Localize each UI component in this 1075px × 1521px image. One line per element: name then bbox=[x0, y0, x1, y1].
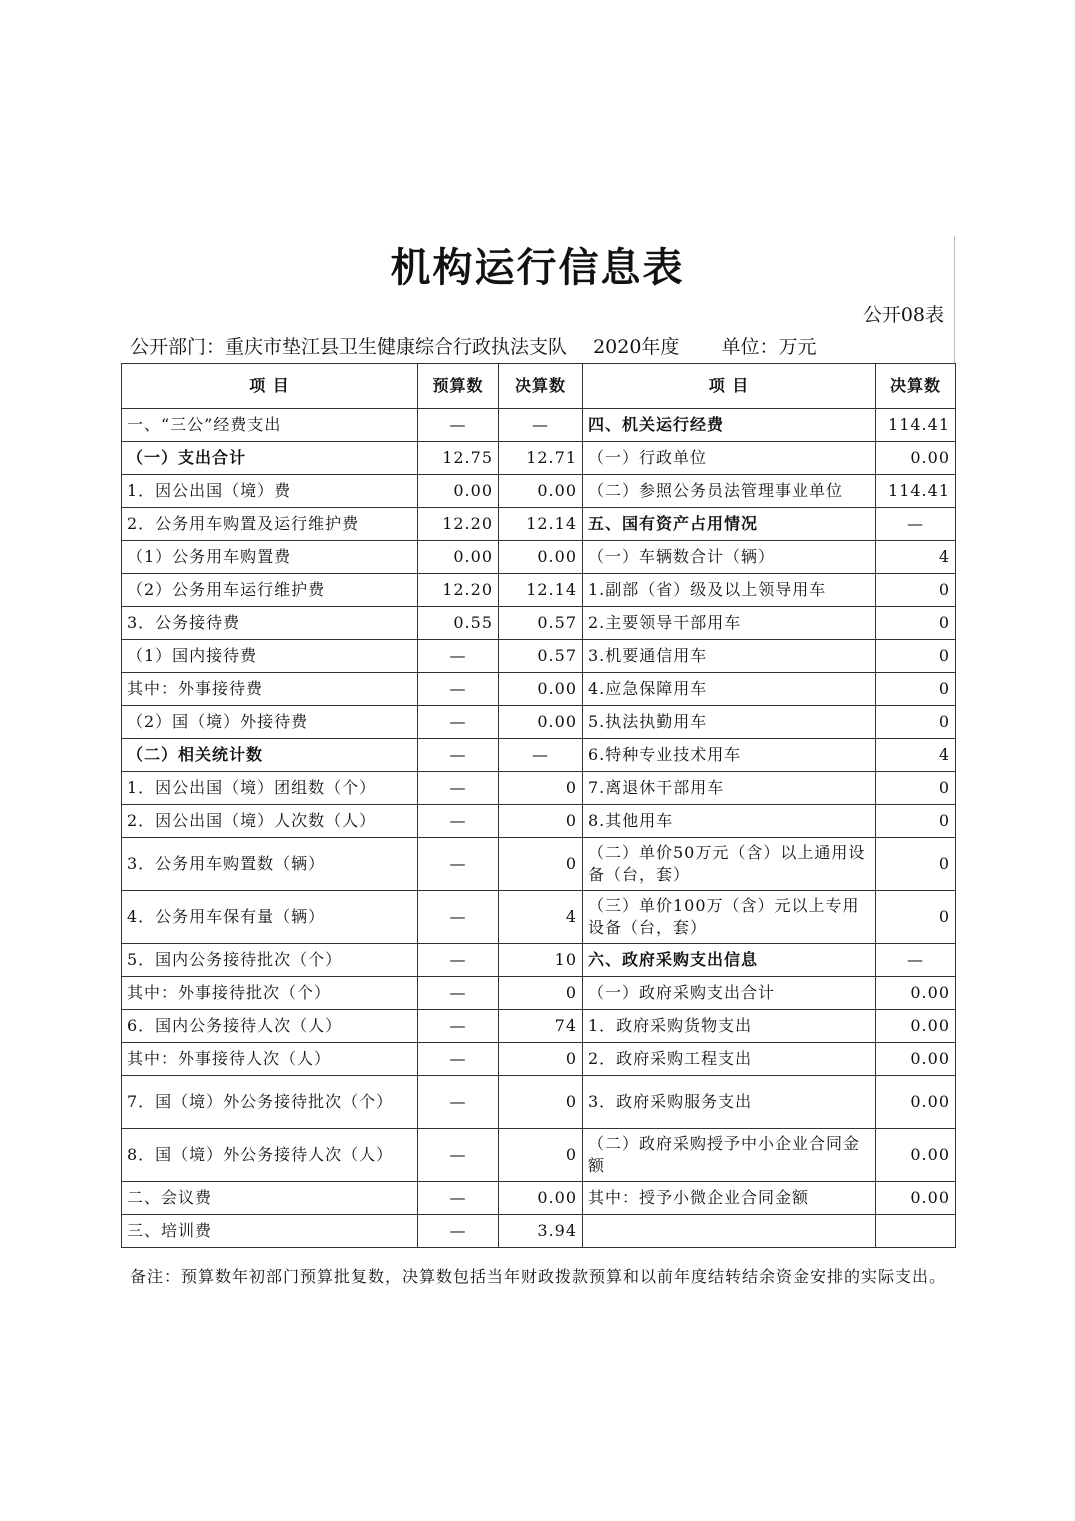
cell-final-right: 0 bbox=[876, 706, 956, 739]
cell-final-left: 0 bbox=[499, 838, 583, 891]
table-row bbox=[122, 1043, 956, 1076]
cell-final-left: 0.57 bbox=[499, 640, 583, 673]
col-header-final-left: 决算数 bbox=[499, 364, 583, 409]
table-row bbox=[122, 891, 956, 944]
cell-final-right: 0.00 bbox=[876, 442, 956, 475]
row-label-right: （三）单价100万（含）元以上专用设备（台，套） bbox=[583, 891, 876, 944]
cell-final-left: 0.00 bbox=[499, 541, 583, 574]
row-label-left: 2．因公出国（境）人次数（人） bbox=[122, 805, 418, 838]
row-label-left: 3．公务接待费 bbox=[122, 607, 418, 640]
cell-final-left: 0.00 bbox=[499, 475, 583, 508]
cell-final-left: 0 bbox=[499, 1129, 583, 1182]
cell-final-left: 0 bbox=[499, 977, 583, 1010]
cell-final-left: 0 bbox=[499, 1076, 583, 1129]
table-row bbox=[122, 977, 956, 1010]
row-label-right: 6.特种专业技术用车 bbox=[583, 739, 876, 772]
cell-final-right: 0 bbox=[876, 607, 956, 640]
table-row bbox=[122, 1129, 956, 1182]
row-label-left: 3．公务用车购置数（辆） bbox=[122, 838, 418, 891]
row-label-left: 二、会议费 bbox=[122, 1182, 418, 1215]
cell-final-right: — bbox=[876, 944, 956, 977]
cell-budget: — bbox=[418, 805, 499, 838]
row-label-left: 4．公务用车保有量（辆） bbox=[122, 891, 418, 944]
cell-final-left: 0.00 bbox=[499, 1182, 583, 1215]
row-label-right: （二）政府采购授予中小企业合同金额 bbox=[583, 1129, 876, 1182]
row-label-left: 其中：外事接待批次（个） bbox=[122, 977, 418, 1010]
table-row bbox=[122, 475, 956, 508]
table-row bbox=[122, 1182, 956, 1215]
cell-final-right bbox=[876, 1215, 956, 1248]
row-label-left: 一、“三公”经费支出 bbox=[122, 409, 418, 442]
cell-budget: — bbox=[418, 772, 499, 805]
row-label-left: 其中：外事接待费 bbox=[122, 673, 418, 706]
table-row bbox=[122, 508, 956, 541]
cell-budget: 0.00 bbox=[418, 541, 499, 574]
cell-final-right: 0.00 bbox=[876, 977, 956, 1010]
cell-final-left: 4 bbox=[499, 891, 583, 944]
row-label-right: （二）单价50万元（含）以上通用设备（台，套） bbox=[583, 838, 876, 891]
cell-final-left: 12.71 bbox=[499, 442, 583, 475]
table-row bbox=[122, 838, 956, 891]
table-row bbox=[122, 442, 956, 475]
cell-budget: 0.55 bbox=[418, 607, 499, 640]
table-row bbox=[122, 409, 956, 442]
table-row bbox=[122, 805, 956, 838]
row-label-left: （一）支出合计 bbox=[122, 442, 418, 475]
row-label-left: 2．公务用车购置及运行维护费 bbox=[122, 508, 418, 541]
row-label-right: 5.执法执勤用车 bbox=[583, 706, 876, 739]
cell-final-left: 74 bbox=[499, 1010, 583, 1043]
col-header-final-right: 决算数 bbox=[876, 364, 956, 409]
row-label-right: 3．政府采购服务支出 bbox=[583, 1076, 876, 1129]
row-label-left: 8．国（境）外公务接待人次（人） bbox=[122, 1129, 418, 1182]
row-label-left: （二）相关统计数 bbox=[122, 739, 418, 772]
table-row bbox=[122, 607, 956, 640]
table-row bbox=[122, 541, 956, 574]
cell-final-right: 0 bbox=[876, 891, 956, 944]
row-label-right: （二）参照公务员法管理事业单位 bbox=[583, 475, 876, 508]
row-label-right: （一）政府采购支出合计 bbox=[583, 977, 876, 1010]
cell-final-left: 12.14 bbox=[499, 574, 583, 607]
table-row bbox=[122, 574, 956, 607]
cell-budget: — bbox=[418, 640, 499, 673]
cell-final-left: 0 bbox=[499, 1043, 583, 1076]
row-label-right: 8.其他用车 bbox=[583, 805, 876, 838]
cell-budget: 12.20 bbox=[418, 574, 499, 607]
row-label-right: 7.离退休干部用车 bbox=[583, 772, 876, 805]
row-label-right: 4.应急保障用车 bbox=[583, 673, 876, 706]
cell-final-left: 0.57 bbox=[499, 607, 583, 640]
cell-final-left: 3.94 bbox=[499, 1215, 583, 1248]
row-label-left: 6．国内公务接待人次（人） bbox=[122, 1010, 418, 1043]
row-label-left: （1）国内接待费 bbox=[122, 640, 418, 673]
row-label-right: 1．政府采购货物支出 bbox=[583, 1010, 876, 1043]
info-table bbox=[121, 363, 956, 1248]
row-label-right: 2.主要领导干部用车 bbox=[583, 607, 876, 640]
cell-final-right: 0 bbox=[876, 640, 956, 673]
row-label-left: 1．因公出国（境）团组数（个） bbox=[122, 772, 418, 805]
cell-final-right: 0.00 bbox=[876, 1129, 956, 1182]
cell-final-right: 4 bbox=[876, 541, 956, 574]
row-label-left: 5．国内公务接待批次（个） bbox=[122, 944, 418, 977]
cell-budget: — bbox=[418, 891, 499, 944]
footnote: 备注：预算数年初部门预算批复数，决算数包括当年财政拨款预算和以前年度结转结余资金安排的实际支出。 bbox=[130, 1267, 947, 1286]
table-row bbox=[122, 1010, 956, 1043]
col-header-budget: 预算数 bbox=[418, 364, 499, 409]
table-row bbox=[122, 772, 956, 805]
cell-budget: — bbox=[418, 1129, 499, 1182]
form-number: 公开08表 bbox=[862, 304, 944, 326]
cell-final-right: 114.41 bbox=[876, 409, 956, 442]
cell-budget: — bbox=[418, 1043, 499, 1076]
cell-final-right: 114.41 bbox=[876, 475, 956, 508]
row-label-right: 1.副部（省）级及以上领导用车 bbox=[583, 574, 876, 607]
table-row bbox=[122, 1215, 956, 1248]
row-label-right bbox=[583, 1215, 876, 1248]
cell-final-right: 0 bbox=[876, 673, 956, 706]
row-label-right: （一）行政单位 bbox=[583, 442, 876, 475]
cell-budget: — bbox=[418, 706, 499, 739]
cell-final-right: 0 bbox=[876, 772, 956, 805]
cell-final-right: 4 bbox=[876, 739, 956, 772]
cell-final-right: 0.00 bbox=[876, 1182, 956, 1215]
table-row bbox=[122, 706, 956, 739]
row-label-right: 六、政府采购支出信息 bbox=[583, 944, 876, 977]
cell-budget: 0.00 bbox=[418, 475, 499, 508]
fiscal-year: 2020年度 bbox=[593, 336, 680, 358]
cell-final-right: 0.00 bbox=[876, 1010, 956, 1043]
row-label-left: （2）公务用车运行维护费 bbox=[122, 574, 418, 607]
table-row bbox=[122, 640, 956, 673]
cell-budget: — bbox=[418, 673, 499, 706]
col-header-item-right: 项 目 bbox=[583, 364, 876, 409]
cell-budget: — bbox=[418, 1010, 499, 1043]
table-row bbox=[122, 1076, 956, 1129]
cell-budget: — bbox=[418, 409, 499, 442]
department-label: 公开部门：重庆市垫江县卫生健康综合行政执法支队 bbox=[130, 336, 568, 358]
table-header-row bbox=[122, 364, 956, 409]
table-row bbox=[122, 739, 956, 772]
cell-budget: 12.20 bbox=[418, 508, 499, 541]
cell-budget: — bbox=[418, 1182, 499, 1215]
cell-final-left: 12.14 bbox=[499, 508, 583, 541]
cell-final-right: 0 bbox=[876, 574, 956, 607]
cell-final-left: 10 bbox=[499, 944, 583, 977]
row-label-right: （一）车辆数合计（辆） bbox=[583, 541, 876, 574]
row-label-left: （1）公务用车购置费 bbox=[122, 541, 418, 574]
row-label-left: 7．国（境）外公务接待批次（个） bbox=[122, 1076, 418, 1129]
row-label-right: 四、机关运行经费 bbox=[583, 409, 876, 442]
cell-budget: — bbox=[418, 1215, 499, 1248]
cell-budget: 12.75 bbox=[418, 442, 499, 475]
cell-final-left: 0.00 bbox=[499, 706, 583, 739]
row-label-left: （2）国（境）外接待费 bbox=[122, 706, 418, 739]
cell-final-left: — bbox=[499, 739, 583, 772]
cell-final-left: 0.00 bbox=[499, 673, 583, 706]
row-label-right: 3.机要通信用车 bbox=[583, 640, 876, 673]
cell-budget: — bbox=[418, 977, 499, 1010]
cell-final-right: 0.00 bbox=[876, 1076, 956, 1129]
cell-final-left: 0 bbox=[499, 772, 583, 805]
cell-budget: — bbox=[418, 1076, 499, 1129]
unit-label: 单位：万元 bbox=[721, 336, 817, 358]
cell-budget: — bbox=[418, 838, 499, 891]
row-label-right: 2．政府采购工程支出 bbox=[583, 1043, 876, 1076]
cell-final-right: 0 bbox=[876, 838, 956, 891]
table-row bbox=[122, 944, 956, 977]
header-meta bbox=[130, 332, 816, 359]
cell-final-left: 0 bbox=[499, 805, 583, 838]
table-row bbox=[122, 673, 956, 706]
row-label-left: 1．因公出国（境）费 bbox=[122, 475, 418, 508]
col-header-item-left: 项 目 bbox=[122, 364, 418, 409]
row-label-right: 五、国有资产占用情况 bbox=[583, 508, 876, 541]
row-label-right: 其中：授予小微企业合同金额 bbox=[583, 1182, 876, 1215]
cell-final-right: 0.00 bbox=[876, 1043, 956, 1076]
page-title: 机构运行信息表 bbox=[390, 244, 685, 291]
cell-budget: — bbox=[418, 944, 499, 977]
cell-final-right: — bbox=[876, 508, 956, 541]
row-label-left: 其中：外事接待人次（人） bbox=[122, 1043, 418, 1076]
row-label-left: 三、培训费 bbox=[122, 1215, 418, 1248]
cell-final-right: 0 bbox=[876, 805, 956, 838]
cell-final-left: — bbox=[499, 409, 583, 442]
cell-budget: — bbox=[418, 739, 499, 772]
